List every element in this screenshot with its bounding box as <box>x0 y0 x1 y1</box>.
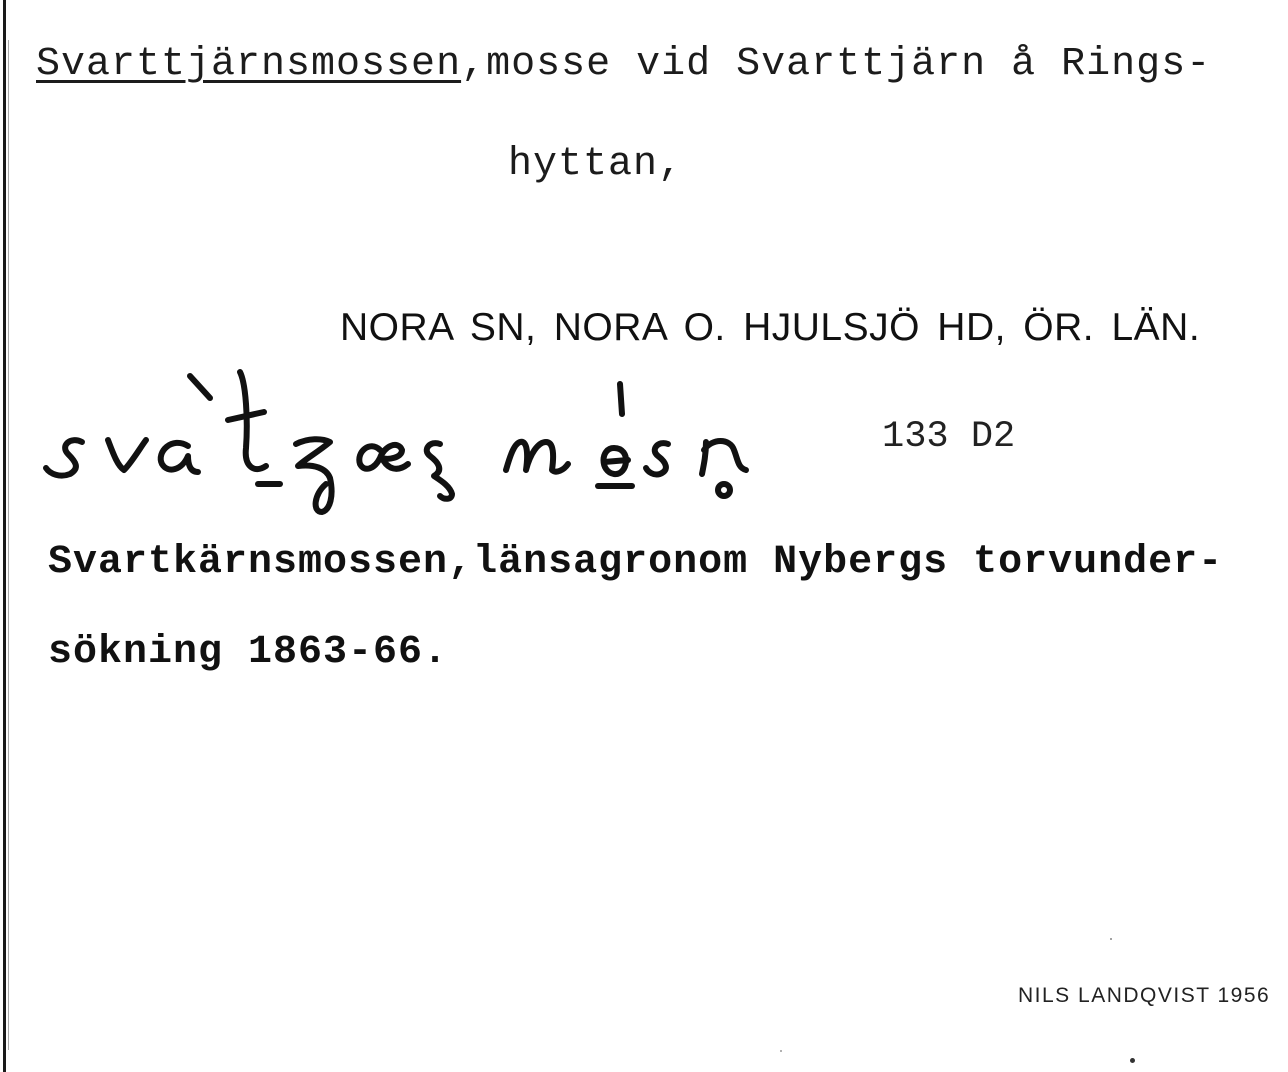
definition-line-1: ,mosse vid Svarttjärn å Rings- <box>461 42 1212 87</box>
definition-line-2: hyttan, <box>508 142 684 187</box>
headword: Svarttjärnsmossen <box>36 42 462 87</box>
handwritten-phonetic-transcription <box>0 0 880 530</box>
collector-stamp: NILS LANDQVIST 1956 <box>1018 984 1271 1007</box>
source-line-2: sökning 1863-66. <box>48 630 449 675</box>
map-reference: 133 D2 <box>882 416 1016 458</box>
scan-speck <box>780 1050 782 1052</box>
scan-speck <box>1110 938 1112 940</box>
parish-district-county: NORA SN, NORA O. HJULSJÖ HD, ÖR. LÄN. <box>340 306 1201 349</box>
source-line-1: Svartkärnsmossen,länsagronom Nybergs torvunder- <box>48 540 1224 585</box>
scan-speck <box>1130 1058 1135 1063</box>
